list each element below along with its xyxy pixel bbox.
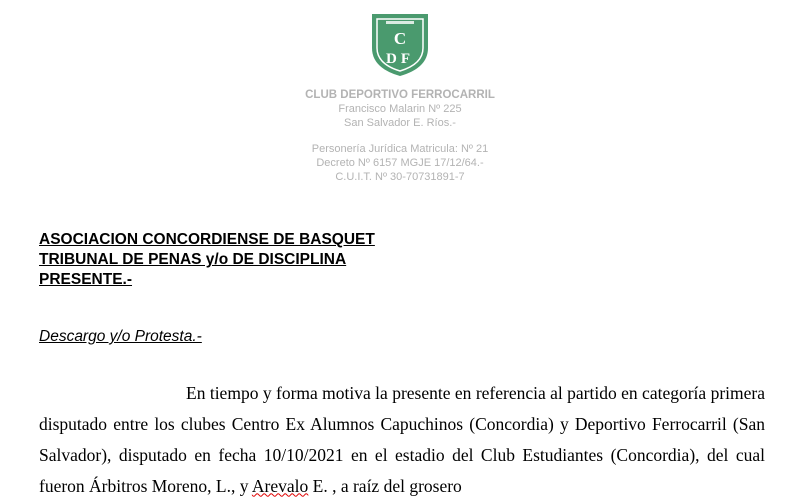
legal-line-1: Personería Jurídica Matricula: Nº 21 <box>311 143 489 155</box>
body-paragraph <box>39 378 765 502</box>
body-text-part-2: E. , a raíz del grosero <box>308 475 462 496</box>
addressee-block <box>39 230 375 290</box>
svg-text:C: C <box>393 29 407 48</box>
address-line-1: Francisco Malarin Nº 225 <box>338 103 462 115</box>
legal-line-2: Decreto Nº 6157 MGJE 17/12/64.- <box>316 157 484 169</box>
addressee-line-3: PRESENTE.- <box>39 271 133 288</box>
club-crest-icon <box>364 10 436 78</box>
address-line-2: San Salvador E. Ríos.- <box>344 117 456 129</box>
addressee-line-1: ASOCIACION CONCORDIENSE DE BASQUET <box>39 231 375 248</box>
letterhead <box>250 88 550 184</box>
legal-line-3: C.U.I.T. Nº 30-70731891-7 <box>335 171 465 183</box>
club-name: CLUB DEPORTIVO FERROCARRIL <box>305 89 495 101</box>
club-logo <box>364 10 436 78</box>
body-text-part-1: En tiempo y forma motiva la presente en referencia al partido en categoría primera disputado entre los clubes Centro Ex Alumnos Capuchinos (Concordia) y Deportivo Ferrocarril (San Salvador), disputado en fecha 10/10/2021 en el estadio del Club Estudiantes (Concordia), del cual fueron Árbitros Moreno, L., y <box>39 382 765 496</box>
svg-text:DF: DF <box>386 51 414 67</box>
addressee-line-2: TRIBUNAL DE PENAS y/o DE DISCIPLINA <box>39 251 347 268</box>
subject-line: Descargo y/o Protesta.- <box>39 328 202 345</box>
spellcheck-flagged-word[interactable]: Arevalo <box>251 475 309 496</box>
